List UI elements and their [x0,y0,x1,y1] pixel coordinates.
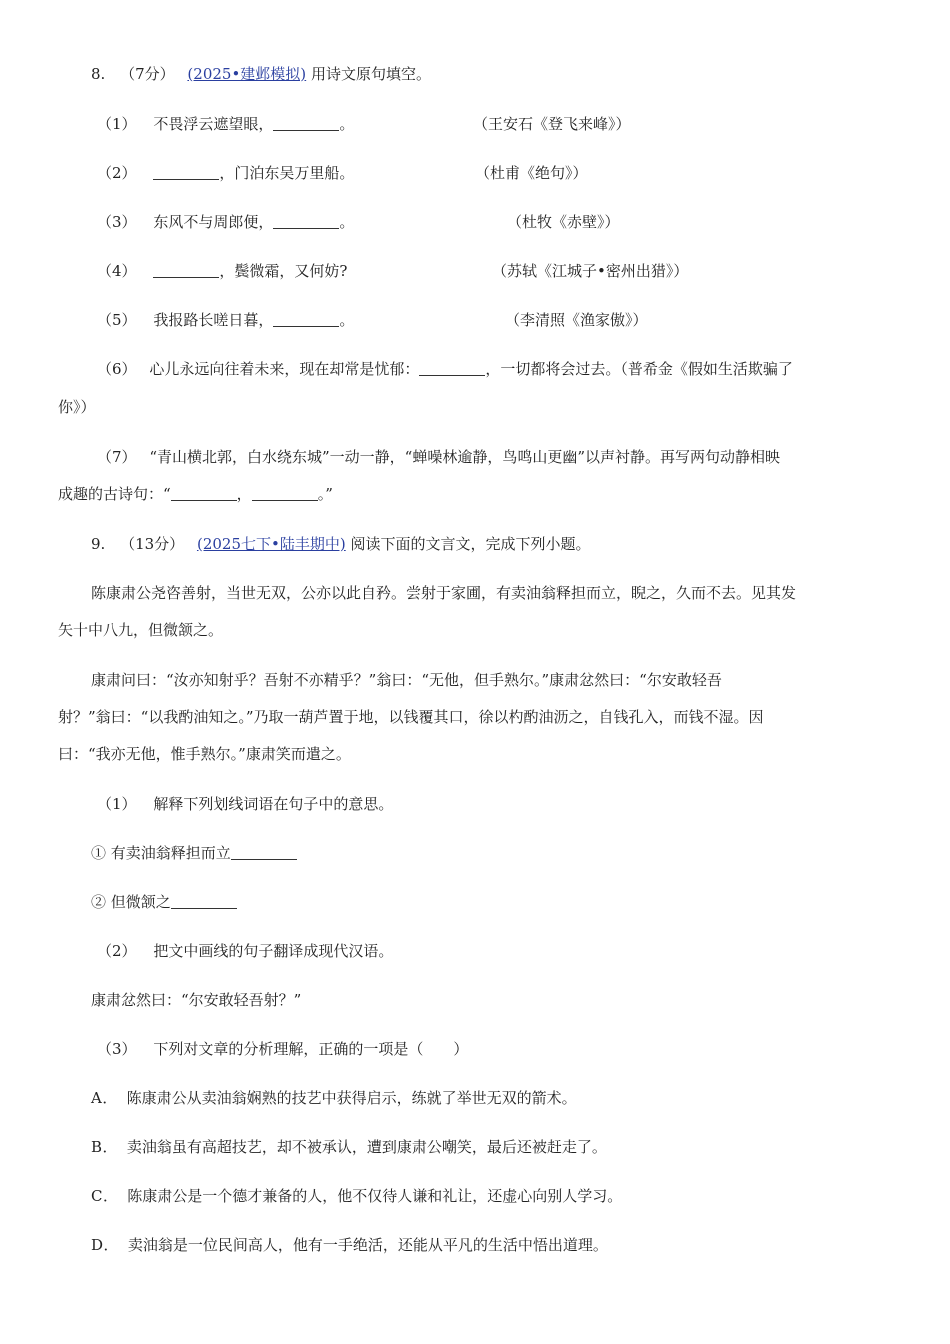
item-number: （2） [97,942,137,960]
q9-source-link[interactable]: (2025七下•陆丰期中) [196,535,346,553]
answer-blank[interactable] [171,894,237,909]
item-number: （3） [97,1040,137,1058]
q8-item-6 [97,359,793,379]
item-text: 我报路长嗟日暮， [153,311,274,329]
item-text: 把文中画线的句子翻译成现代汉语。 [153,942,394,960]
passage-p2-line2: 射？”翁曰：“以我酌油知之。”乃取一葫芦置于地，以钱覆其口，徐以杓酌油沥之，自钱孔入，而钱不湿。因 [58,708,764,726]
option-text: 卖油翁是一位民间高人，他有一手绝活，还能从平凡的生活中悟出道理。 [127,1236,608,1254]
option-letter: B． [91,1138,119,1156]
q8-item-5-attribution: （李清照《渔家傲》） [505,311,648,329]
q8-item-1-attribution: （王安石《登飞来峰》） [473,115,631,133]
item-text: 心儿永远向往着未来，现在却常是忧郁： [149,360,420,378]
item-text: ， [236,485,252,503]
answer-blank[interactable] [231,845,297,860]
q9-sub3 [97,1039,468,1059]
q9-sub2 [97,941,393,961]
option-a[interactable] [91,1088,577,1108]
option-d[interactable] [91,1235,608,1255]
q8-item-4-attribution: （苏轼《江城子•密州出猎》） [492,262,689,280]
q9-score: （13分） [120,535,185,553]
option-letter: C． [91,1187,119,1205]
item-text: ，鬓微霜，又何妨? [219,262,348,280]
answer-blank[interactable] [153,263,219,278]
option-b[interactable] [91,1137,607,1157]
option-text: 陈康肃公是一个德才兼备的人，他不仅待人谦和礼让，还虚心向别人学习。 [127,1187,623,1205]
answer-blank[interactable] [252,486,318,501]
q8-number: 8. [91,65,106,83]
option-letter: D． [91,1236,120,1254]
q9-sub1-a [91,843,297,863]
item-text: 。 [339,311,355,329]
q9-sub1 [97,794,393,814]
q8-header [91,64,431,84]
q8-item-7-cont [58,484,333,504]
item-text: ② 但微颔之 [91,893,171,911]
passage-p1-line1: 陈康肃公尧咨善射，当世无双，公亦以此自矜。尝射于家圃，有卖油翁释担而立，睨之，久而不去。见其发 [91,584,797,602]
q9-number: 9. [91,535,106,553]
passage-p2-line3: 曰：“我亦无他，惟手熟尔。”康肃笑而遣之。 [58,745,351,763]
item-number: （1） [97,795,137,813]
q8-source-link[interactable]: (2025•建邺模拟) [187,65,307,83]
answer-blank[interactable] [419,361,485,376]
q9-sub1-b [91,892,237,912]
item-number: （7） [97,448,137,466]
q9-prompt: 阅读下面的文言文，完成下列小题。 [350,535,591,553]
q8-item-2-attribution: （杜甫《绝句》） [475,164,588,182]
item-text: 不畏浮云遮望眼， [153,115,274,133]
answer-blank[interactable] [171,486,237,501]
answer-blank[interactable] [153,165,219,180]
option-text: 卖油翁虽有高超技艺，却不被承认，遭到康肃公嘲笑，最后还被赶走了。 [126,1138,607,1156]
q9-sub2-sentence: 康肃忿然曰：“尔安敢轻吾射？” [91,991,302,1009]
item-text: ，门泊东吴万里船。 [219,164,355,182]
item-number: （1） [97,115,137,133]
option-letter: A． [91,1089,118,1107]
q8-item-5 [97,310,354,330]
q8-item-3-attribution: （杜牧《赤壁》） [507,213,620,231]
item-text: 东风不与周郎便， [153,213,274,231]
q8-item-1 [97,114,354,134]
q8-item-3 [97,212,354,232]
answer-blank[interactable] [273,116,339,131]
item-text: 。 [339,213,355,231]
item-text: ① 有卖油翁释担而立 [91,844,231,862]
q8-item-7 [97,447,780,467]
q8-item-2 [97,163,354,183]
item-number: （5） [97,311,137,329]
q8-item-4 [97,261,347,281]
item-number: （6） [97,360,137,378]
option-text: 陈康肃公从卖油翁娴熟的技艺中获得启示，练就了举世无双的箭术。 [126,1089,577,1107]
answer-blank[interactable] [273,214,339,229]
passage-p2-line1: 康肃问曰：“汝亦知射乎？吾射不亦精乎？”翁曰：“无他，但手熟尔。”康肃忿然曰：“尔安敢轻吾 [91,671,722,689]
item-number: （3） [97,213,137,231]
option-c[interactable] [91,1186,622,1206]
q8-score: （7分） [120,65,175,83]
item-text: 下列对文章的分析理解，正确的一项是（ ） [153,1040,469,1058]
q9-header [91,534,591,554]
item-text: 成趣的古诗句：“ [58,485,171,503]
item-number: （4） [97,262,137,280]
q8-item-6-cont: 你》） [58,398,96,416]
passage-p1-line2: 矢十中八九，但微颔之。 [58,621,224,639]
answer-blank[interactable] [273,312,339,327]
item-text: 解释下列划线词语在句子中的意思。 [153,795,394,813]
q8-prompt: 用诗文原句填空。 [310,65,431,83]
item-text: 。 [339,115,355,133]
item-number: （2） [97,164,137,182]
item-text: “青山横北郭，白水绕东城”一动一静，“蝉噪林逾静，鸟鸣山更幽”以声衬静。再写两句动静相映 [149,448,781,466]
item-text: ，一切都将会过去。（普希金《假如生活欺骗了 [485,360,793,378]
item-text: 。” [317,485,333,503]
